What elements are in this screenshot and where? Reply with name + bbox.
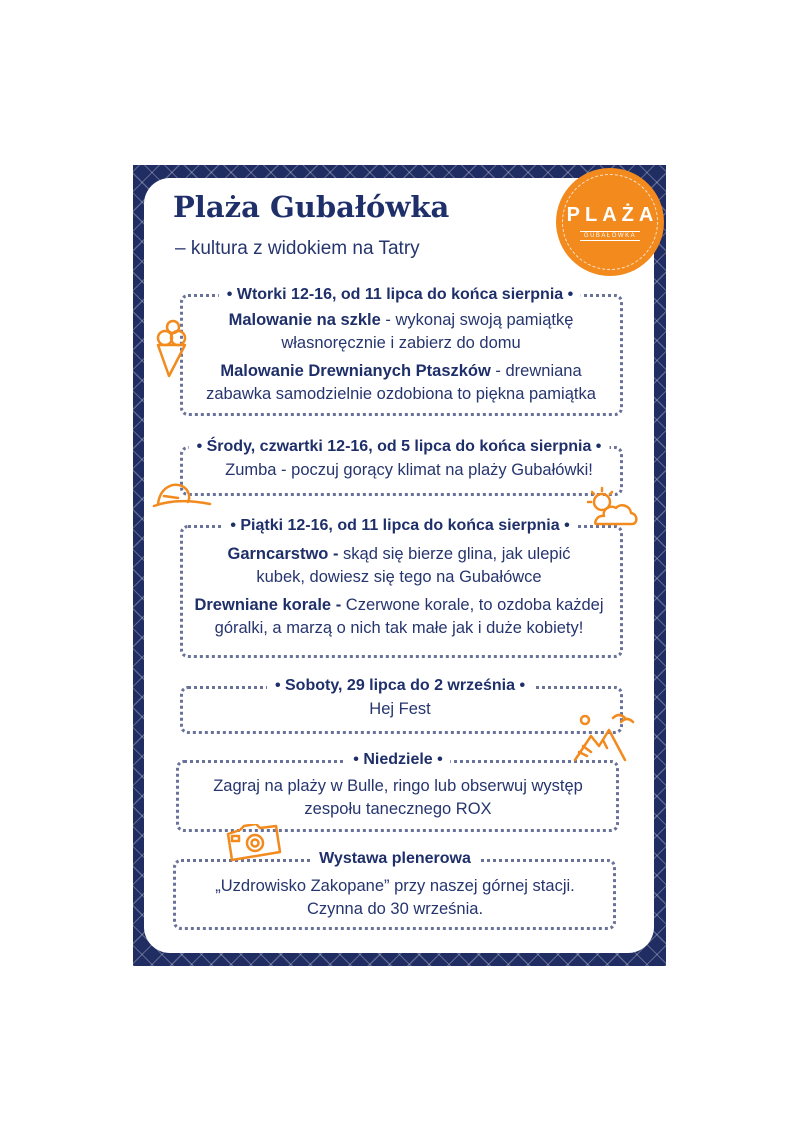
event-heading-saturday: • Soboty, 29 lipca do 2 września • <box>267 676 533 696</box>
event-item-desc: własnoręcznie i zabierz do domu <box>281 334 521 352</box>
page-title: Plaża Gubałówka <box>173 190 450 224</box>
event-item-name: Malowanie Drewnianych Ptaszków <box>220 362 491 380</box>
event-body-wednesday: Zumba - poczuj gorący klimat na plaży Gubałówki! <box>225 461 593 479</box>
logo-badge <box>556 168 664 276</box>
event-heading-wednesday: • Środy, czwartki 12-16, od 5 lipca do końca sierpnia • <box>189 437 610 457</box>
event-body-tuesday <box>206 309 596 411</box>
sun-hat-icon <box>152 478 212 510</box>
event-body-friday <box>194 543 603 645</box>
logo-name: PLAŻA <box>566 203 659 226</box>
event-heading-tuesday: • Wtorki 12-16, od 11 lipca do końca sierpnia • <box>219 285 581 305</box>
event-item-desc: Czerwone korale, to ozdoba każdej <box>341 596 604 614</box>
event-item-name: Drewniane korale - <box>194 596 342 614</box>
logo-sub: GUBAŁÓWKA <box>580 231 640 241</box>
event-line: zespołu tanecznego ROX <box>304 800 492 818</box>
event-item <box>206 360 596 406</box>
camera-icon <box>224 824 282 864</box>
event-body-saturday: Hej Fest <box>369 700 431 718</box>
event-line: Czynna do 30 września. <box>306 900 484 918</box>
event-item-desc: skąd się bierze glina, jak ulepić <box>338 545 571 563</box>
event-body-exhibition <box>215 875 574 921</box>
event-heading-exhibition: Wystawa plenerowa <box>311 849 479 869</box>
sun-cloud-icon <box>584 486 640 532</box>
event-item-desc: zabawka samodzielnie ozdobiona to piękna pamiątka <box>206 385 596 403</box>
event-item-name: Malowanie na szkle <box>228 311 381 329</box>
event-item <box>194 594 603 640</box>
page-subtitle: – kultura z widokiem na Tatry <box>175 238 420 259</box>
event-line: Zagraj na plaży w Bulle, ringo lub obserwuj występ <box>213 777 583 795</box>
ice-cream-icon <box>152 318 192 380</box>
event-item-desc: - wykonaj swoją pamiątkę <box>380 311 574 329</box>
event-body-sunday <box>213 775 583 821</box>
event-heading-friday: • Piątki 12-16, od 11 lipca do końca sierpnia • <box>222 516 577 536</box>
event-line: „Uzdrowisko Zakopane” przy naszej górnej stacji. <box>215 877 575 895</box>
event-item-desc: góralki, a marzą o nich tak małe jak i duże kobiety! <box>214 619 584 637</box>
event-item-name: Garncarstwo - <box>227 545 339 563</box>
event-item-desc: - drewniana <box>490 362 582 380</box>
event-heading-sunday: • Niedziele • <box>345 750 450 770</box>
event-item <box>206 309 596 355</box>
event-item-desc: kubek, dowiesz się tego na Gubałówce <box>256 568 542 586</box>
event-item <box>194 543 603 589</box>
mountains-icon <box>573 712 635 764</box>
